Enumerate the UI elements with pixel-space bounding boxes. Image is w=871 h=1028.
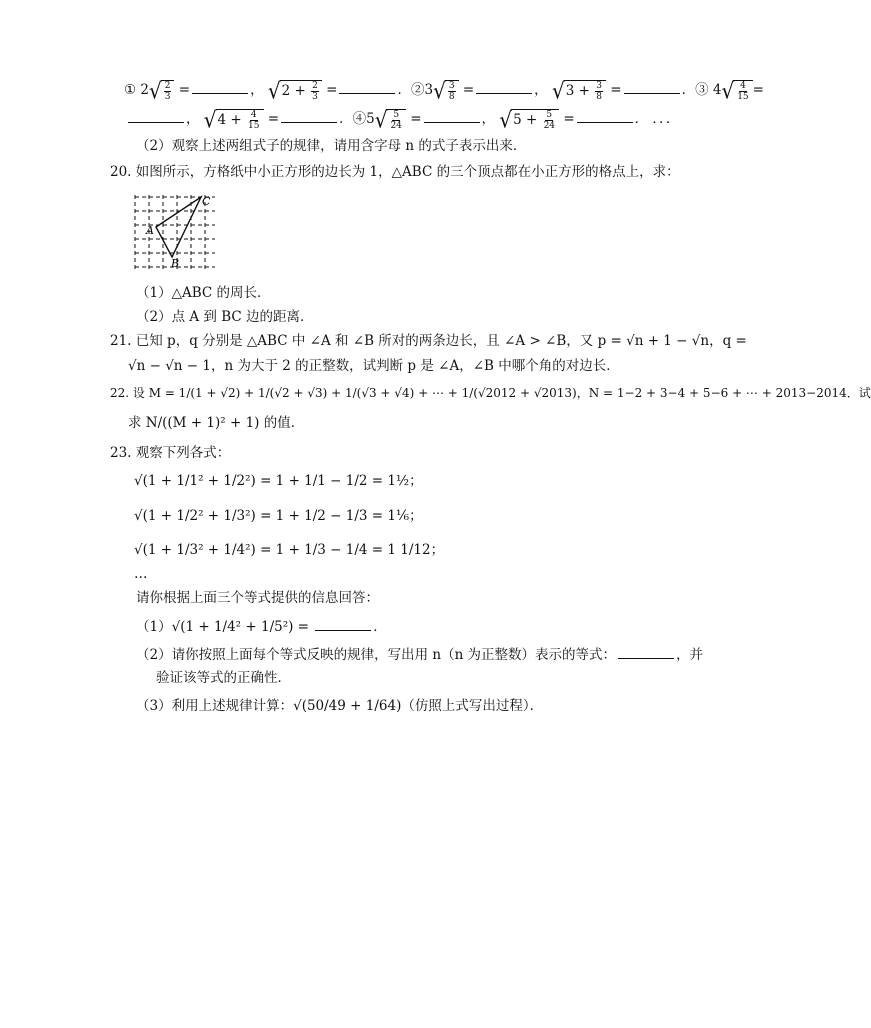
label-b: B [171, 257, 180, 270]
answer-blank[interactable] [476, 79, 532, 94]
q23-equation-3: √(1 + 1/3² + 1/4²) = 1 + 1/3 − 1/4 = 1 1/12； [134, 542, 445, 558]
label-c: C [202, 195, 211, 208]
q21-line-1: 21. 已知 p，q 分别是 △ABC 中 ∠A 和 ∠B 所对的两条边长，且 ∠A > ∠B，又 p = √n + 1 − √n，q = [110, 333, 747, 349]
q23-equation-2: √(1 + 1/2² + 1/3²) = 1 + 1/2 − 1/3 = 1⅙； [134, 508, 423, 524]
grid-figure [131, 191, 221, 271]
answer-blank[interactable] [424, 108, 480, 123]
q23-part-3: （3）利用上述规律计算：√(50/49 + 1/64)（仿照上式写出过程）． [136, 698, 544, 714]
q23-prompt: 请你根据上面三个等式提供的信息回答： [136, 590, 379, 606]
circle-number-1: ① [124, 82, 137, 98]
q20-part-2: （2）点 A 到 BC 边的距离． [136, 309, 314, 325]
radical: √ 2 + $\frac{2}{3}$ [268, 80, 322, 102]
q23-part-2: （2）请你按照上面每个等式反映的规律，写出用 n（n 为正整数）表示的等式： ，并 [136, 644, 703, 665]
answer-blank[interactable] [624, 79, 680, 94]
answer-blank[interactable] [577, 108, 633, 123]
q23-part-2-cont: 验证该等式的正确性． [156, 670, 291, 686]
q19-part-2: （2）观察上述两组式子的规律，请用含字母 n 的式子表示出来． [136, 138, 527, 154]
q19-line-1: ① 2 √ $\frac{2}{3}$ = ， √ 2 + $\frac{2}{3}$ = ．②3 √ $\frac{3}{8}$ = ， √ 3 + $\frac{3}{8}$ = ．③ 4 √ $\frac{4}{15}$ = [124, 77, 764, 104]
q20-part-1: （1）△ABC 的周长． [136, 285, 271, 301]
answer-blank[interactable] [315, 616, 371, 631]
circle-number-4: ④ [352, 111, 367, 127]
circle-number-3: ③ [695, 82, 709, 98]
q23-equation-1: √(1 + 1/1² + 1/2²) = 1 + 1/1 − 1/2 = 1½； [134, 473, 423, 489]
answer-blank[interactable] [128, 108, 184, 123]
q19-line-2: ， √ 4 + $\frac{4}{15}$ = ．④5 √ $\frac{5}{24}$ = ， √ 5 + $\frac{5}{24}$ = ． ．．． [126, 108, 679, 131]
answer-blank[interactable] [281, 108, 337, 123]
circle-number-2: ② [410, 82, 425, 98]
q23-part-1: （1）√(1 + 1/4² + 1/5²) = ． [136, 616, 387, 637]
answer-blank[interactable] [618, 644, 674, 659]
answer-blank[interactable] [339, 79, 395, 94]
label-a: A [146, 224, 154, 237]
q23-stem: 23. 观察下列各式： [110, 445, 231, 461]
q22-line-2: 求 N/((M + 1)² + 1) 的值． [128, 415, 305, 431]
q23-ellipsis: … [134, 566, 148, 582]
answer-blank[interactable] [192, 79, 248, 94]
radical: √ $\frac{2}{3}$ [149, 80, 174, 102]
q21-line-2: √n − √n − 1，n 为大于 2 的正整数，试判断 p 是 ∠A，∠B 中哪个角的对边长． [128, 358, 620, 374]
q22-line-1: 22. 设 M = 1/(1 + √2) + 1/(√2 + √3) + 1/(√3 + √4) + ⋯ + 1/(√2012 + √2013)，N = 1−2 + 3−4 + 5−6 + ⋯ + 2013−2014．试 [110, 386, 871, 400]
q20-stem: 20. 如图所示，方格纸中小正方形的边长为 1，△ABC 的三个顶点都在小正方形的格点上，求： [110, 164, 680, 180]
